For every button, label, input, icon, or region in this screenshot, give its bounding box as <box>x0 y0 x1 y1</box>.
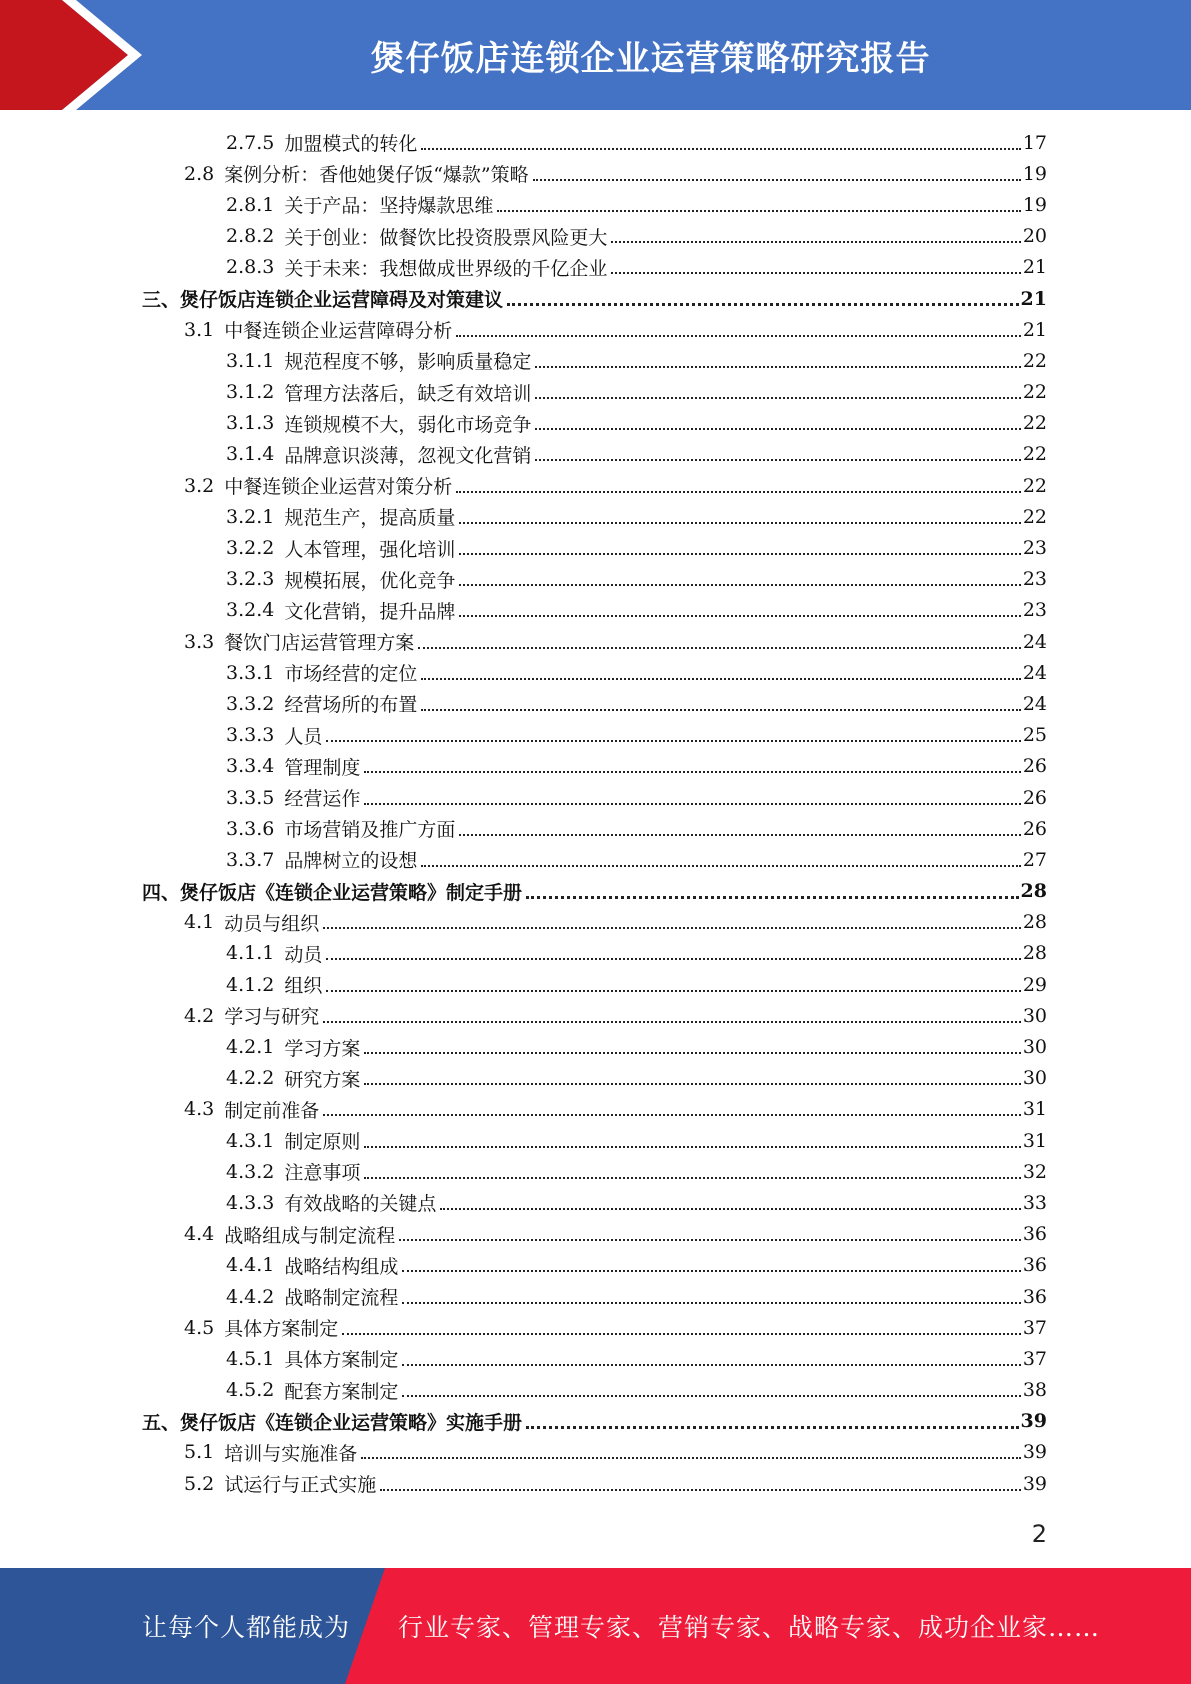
toc-entry-title: 加盟模式的转化 <box>284 133 418 156</box>
toc-entry-page: 19 <box>1022 162 1047 185</box>
toc-entry-title: 规范生产，提高质量 <box>284 507 456 530</box>
toc-entry-number: 4.4.1 <box>226 1254 275 1277</box>
toc-entry-title: 有效战略的关键点 <box>284 1193 437 1216</box>
toc-dot-leader <box>323 927 1021 929</box>
toc-entry-title: 规模拓展，优化竞争 <box>284 569 456 592</box>
toc-entry-page: 36 <box>1022 1223 1047 1246</box>
toc-entry[interactable] <box>0 844 1191 875</box>
toc-entry-title: 市场经营的定位 <box>284 663 418 686</box>
footer-slogan-left: 让每个人都能成为 <box>142 1613 351 1642</box>
toc-entry[interactable] <box>0 1343 1191 1374</box>
toc-dot-leader <box>364 1083 1020 1085</box>
toc-entry[interactable] <box>0 1156 1191 1187</box>
toc-entry-title: 战略制定流程 <box>284 1287 399 1310</box>
toc-entry-number: 3.3.4 <box>226 755 275 778</box>
toc-dot-leader <box>421 865 1020 867</box>
toc-entry[interactable] <box>0 1063 1191 1094</box>
toc-entry-page: 36 <box>1022 1254 1047 1277</box>
toc-entry[interactable] <box>0 439 1191 470</box>
toc-entry-page: 38 <box>1022 1379 1047 1402</box>
toc-dot-leader <box>440 1208 1020 1210</box>
toc-dot-leader <box>326 990 1020 992</box>
toc-entry[interactable] <box>0 377 1191 408</box>
toc-entry[interactable] <box>0 532 1191 563</box>
toc-entry-number: 3.3.7 <box>226 848 275 871</box>
toc-dot-leader <box>526 896 1019 899</box>
toc-entry[interactable] <box>0 470 1191 501</box>
toc-entry[interactable] <box>0 1031 1191 1062</box>
toc-entry[interactable] <box>0 408 1191 439</box>
toc-entry-title: 培训与实施准备 <box>224 1442 358 1465</box>
toc-entry-title: 动员与组织 <box>224 912 320 935</box>
toc-entry-title: 连锁规模不大，弱化市场竞争 <box>284 413 532 436</box>
toc-entry-number: 3.2.4 <box>226 599 275 622</box>
toc-entry-title: 五、煲仔饭店《连锁企业运营策略》实施手册 <box>142 1411 523 1434</box>
toc-entry-number: 2.7.5 <box>226 131 275 154</box>
toc-dot-leader <box>326 958 1020 960</box>
toc-dot-leader <box>497 210 1020 212</box>
toc-entry[interactable] <box>0 1375 1191 1406</box>
toc-entry-number: 3.3.6 <box>226 817 275 840</box>
toc-entry[interactable] <box>0 501 1191 532</box>
toc-entry-title: 具体方案制定 <box>224 1318 339 1341</box>
toc-entry-number: 2.8 <box>184 162 215 185</box>
toc-dot-leader <box>364 1052 1020 1054</box>
toc-entry-number: 4.2 <box>184 1004 215 1027</box>
toc-entry[interactable] <box>0 1125 1191 1156</box>
toc-dot-leader <box>535 428 1020 430</box>
toc-entry-page: 28 <box>1022 942 1047 965</box>
toc-entry-title: 试运行与正式实施 <box>224 1474 377 1497</box>
toc-entry-page: 30 <box>1022 1036 1047 1059</box>
toc-entry-page: 21 <box>1022 318 1047 341</box>
toc-entry-number: 4.5.1 <box>226 1347 275 1370</box>
toc-entry-title: 四、煲仔饭店《连锁企业运营策略》制定手册 <box>142 881 523 904</box>
toc-dot-leader <box>323 1021 1021 1023</box>
toc-entry-number: 3.2.1 <box>226 505 275 528</box>
toc-dot-leader <box>533 179 1021 181</box>
toc-entry-page: 23 <box>1022 568 1047 591</box>
toc-entry-title: 注意事项 <box>284 1162 361 1185</box>
toc-entry-number: 4.5 <box>184 1316 215 1339</box>
toc-entry[interactable] <box>0 907 1191 938</box>
toc-entry[interactable] <box>0 1250 1191 1281</box>
toc-dot-leader <box>364 1146 1020 1148</box>
toc-entry-page: 33 <box>1022 1191 1047 1214</box>
toc-entry-number: 3.3.5 <box>226 786 275 809</box>
toc-entry-page: 22 <box>1022 505 1047 528</box>
toc-entry-page: 39 <box>1022 1441 1047 1464</box>
toc-entry-number: 2.8.3 <box>226 256 275 279</box>
toc-dot-leader <box>421 148 1020 150</box>
toc-entry[interactable] <box>0 720 1191 751</box>
toc-entry-title: 管理方法落后，缺乏有效培训 <box>284 382 532 405</box>
toc-dot-leader <box>526 1426 1019 1429</box>
toc-entry[interactable] <box>0 1406 1191 1437</box>
toc-entry-number: 5.1 <box>184 1441 215 1464</box>
toc-dot-leader <box>535 459 1020 461</box>
toc-dot-leader <box>421 709 1020 711</box>
toc-entry[interactable] <box>0 657 1191 688</box>
toc-entry-page: 22 <box>1022 412 1047 435</box>
toc-dot-leader <box>399 1239 1021 1241</box>
toc-entry-number: 4.2.2 <box>226 1067 275 1090</box>
toc-entry-number: 3.1 <box>184 318 215 341</box>
toc-entry-page: 39 <box>1022 1472 1047 1495</box>
toc-entry-page: 20 <box>1022 225 1047 248</box>
toc-entry[interactable] <box>0 283 1191 314</box>
toc-dot-leader <box>611 241 1020 243</box>
footer-slogan-right: 行业专家、管理专家、营销专家、战略专家、成功企业家…… <box>398 1613 1101 1642</box>
toc-dot-leader <box>323 1114 1021 1116</box>
toc-dot-leader <box>421 678 1020 680</box>
toc-entry[interactable] <box>0 1000 1191 1031</box>
toc-entry[interactable] <box>0 314 1191 345</box>
toc-entry-number: 4.1.2 <box>226 973 275 996</box>
toc-dot-leader <box>342 1333 1021 1335</box>
toc-entry-number: 3.2.3 <box>226 568 275 591</box>
toc-dot-leader <box>418 647 1021 649</box>
toc-entry-number: 3.1.1 <box>226 349 275 372</box>
toc-entry-page: 36 <box>1022 1285 1047 1308</box>
toc-entry-title: 文化营销，提升品牌 <box>284 600 456 623</box>
toc-dot-leader <box>364 771 1020 773</box>
toc-dot-leader <box>402 1364 1020 1366</box>
toc-entry-title: 经营运作 <box>284 788 361 811</box>
toc-entry-number: 4.4.2 <box>226 1285 275 1308</box>
toc-entry[interactable] <box>0 1312 1191 1343</box>
toc-entry-title: 品牌树立的设想 <box>284 850 418 873</box>
toc-dot-leader <box>364 1177 1020 1179</box>
toc-dot-leader <box>535 397 1020 399</box>
toc-entry-title: 学习方案 <box>284 1037 361 1060</box>
toc-dot-leader <box>380 1489 1021 1491</box>
toc-entry-page: 30 <box>1022 1067 1047 1090</box>
toc-dot-leader <box>402 1270 1020 1272</box>
toc-dot-leader <box>459 834 1020 836</box>
toc-entry-title: 制定前准备 <box>224 1099 320 1122</box>
toc-entry-page: 22 <box>1022 474 1047 497</box>
toc-entry-number: 3.1.2 <box>226 381 275 404</box>
toc-entry-page: 21 <box>1022 256 1047 279</box>
toc-entry-page: 22 <box>1022 381 1047 404</box>
toc-dot-leader <box>326 740 1020 742</box>
toc-entry[interactable] <box>0 876 1191 907</box>
toc-entry-page: 26 <box>1022 786 1047 809</box>
toc-entry-page: 24 <box>1022 692 1047 715</box>
toc-entry-number: 3.3.3 <box>226 724 275 747</box>
toc-entry-page: 28 <box>1020 880 1047 903</box>
toc-entry[interactable] <box>0 595 1191 626</box>
toc-entry-number: 3.2 <box>184 474 215 497</box>
toc-entry-title: 制定原则 <box>284 1131 361 1154</box>
toc-dot-leader <box>507 303 1019 306</box>
toc-entry-page: 25 <box>1022 724 1047 747</box>
toc-entry-title: 餐饮门店运营管理方案 <box>224 632 415 655</box>
toc-dot-leader <box>402 1395 1020 1397</box>
toc-entry-number: 5.2 <box>184 1472 215 1495</box>
toc-entry[interactable] <box>0 1094 1191 1125</box>
toc-entry[interactable] <box>0 1437 1191 1468</box>
toc-entry-number: 3.1.3 <box>226 412 275 435</box>
toc-entry-page: 26 <box>1022 755 1047 778</box>
toc-entry[interactable] <box>0 221 1191 252</box>
toc-entry-title: 经营场所的布置 <box>284 694 418 717</box>
toc-entry-page: 23 <box>1022 537 1047 560</box>
toc-entry-page: 28 <box>1022 911 1047 934</box>
toc-dot-leader <box>361 1457 1021 1459</box>
toc-entry[interactable] <box>0 1281 1191 1312</box>
toc-entry-page: 32 <box>1022 1160 1047 1183</box>
toc-dot-leader <box>535 366 1020 368</box>
toc-entry[interactable] <box>0 1187 1191 1218</box>
toc-entry[interactable] <box>0 158 1191 189</box>
toc-entry[interactable] <box>0 189 1191 220</box>
toc-entry-title: 关于产品：坚持爆款思维 <box>284 195 494 218</box>
toc-dot-leader <box>364 803 1020 805</box>
toc-entry-title: 关于未来：我想做成世界级的千亿企业 <box>284 257 608 280</box>
toc-entry-title: 案例分析：香他她煲仔饭“爆款”策略 <box>224 164 529 187</box>
toc-entry-number: 3.2.2 <box>226 537 275 560</box>
toc-entry-page: 22 <box>1022 443 1047 466</box>
toc-entry-number: 2.8.2 <box>226 225 275 248</box>
toc-entry-number: 4.2.1 <box>226 1036 275 1059</box>
toc-entry-title: 中餐连锁企业运营障碍分析 <box>224 320 453 343</box>
toc-entry-title: 中餐连锁企业运营对策分析 <box>224 476 453 499</box>
toc-entry[interactable] <box>0 1468 1191 1499</box>
toc-entry[interactable] <box>0 782 1191 813</box>
toc-entry-title: 战略结构组成 <box>284 1255 399 1278</box>
toc-entry-page: 29 <box>1022 973 1047 996</box>
toc-entry-title: 管理制度 <box>284 756 361 779</box>
toc-entry-title: 配套方案制定 <box>284 1380 399 1403</box>
toc-entry-number: 3.3.1 <box>226 661 275 684</box>
toc-entry-number: 3.3 <box>184 630 215 653</box>
toc-entry-page: 19 <box>1022 193 1047 216</box>
toc-entry-number: 2.8.1 <box>226 193 275 216</box>
toc-entry[interactable] <box>0 969 1191 1000</box>
toc-entry-page: 39 <box>1020 1410 1047 1433</box>
toc-entry-number: 4.3.3 <box>226 1191 275 1214</box>
toc-entry[interactable] <box>0 1219 1191 1250</box>
toc-entry-title: 规范程度不够，影响质量稳定 <box>284 351 532 374</box>
toc-dot-leader <box>459 522 1020 524</box>
toc-entry[interactable] <box>0 688 1191 719</box>
toc-entry[interactable] <box>0 626 1191 657</box>
toc-entry-page: 22 <box>1022 349 1047 372</box>
toc-entry-page: 31 <box>1022 1098 1047 1121</box>
toc-entry-page: 37 <box>1022 1347 1047 1370</box>
toc-entry-number: 4.3 <box>184 1098 215 1121</box>
toc-entry-page: 31 <box>1022 1129 1047 1152</box>
toc-entry-page: 17 <box>1022 131 1047 154</box>
toc-entry-number: 3.3.2 <box>226 692 275 715</box>
toc-entry-title: 人员 <box>284 725 323 748</box>
toc-entry[interactable] <box>0 345 1191 376</box>
toc-entry-title: 战略组成与制定流程 <box>224 1224 396 1247</box>
toc-entry-title: 市场营销及推广方面 <box>284 819 456 842</box>
document-title: 煲仔饭店连锁企业运营策略研究报告 <box>370 38 931 79</box>
toc-entry-page: 21 <box>1020 287 1047 310</box>
toc-entry[interactable] <box>0 813 1191 844</box>
page-number: 2 <box>1031 1520 1047 1548</box>
toc-entry[interactable] <box>0 938 1191 969</box>
toc-entry-title: 研究方案 <box>284 1068 361 1091</box>
toc-entry-number: 4.1.1 <box>226 942 275 965</box>
toc-dot-leader <box>456 491 1021 493</box>
toc-entry[interactable] <box>0 127 1191 158</box>
toc-entry-title: 品牌意识淡薄，忽视文化营销 <box>284 444 532 467</box>
toc-entry-page: 30 <box>1022 1004 1047 1027</box>
toc-dot-leader <box>611 272 1020 274</box>
toc-entry-title: 关于创业：做餐饮比投资股票风险更大 <box>284 226 608 249</box>
toc-entry-number: 4.3.2 <box>226 1160 275 1183</box>
toc-entry-number: 4.3.1 <box>226 1129 275 1152</box>
toc-entry-number: 4.1 <box>184 911 215 934</box>
header-arrow-decoration <box>0 0 150 110</box>
toc-dot-leader <box>459 584 1020 586</box>
toc-dot-leader <box>456 335 1021 337</box>
toc-entry-title: 组织 <box>284 975 323 998</box>
toc-entry[interactable] <box>0 751 1191 782</box>
toc-entry-title: 学习与研究 <box>224 1006 320 1029</box>
toc-entry-title: 动员 <box>284 943 323 966</box>
toc-dot-leader <box>402 1302 1020 1304</box>
toc-entry-title: 具体方案制定 <box>284 1349 399 1372</box>
toc-entry-page: 24 <box>1022 661 1047 684</box>
toc-entry[interactable] <box>0 564 1191 595</box>
toc-entry-number: 4.4 <box>184 1223 215 1246</box>
toc-dot-leader <box>459 615 1020 617</box>
header-band <box>0 0 1191 110</box>
toc-dot-leader <box>459 553 1020 555</box>
toc-entry-number: 4.5.2 <box>226 1379 275 1402</box>
toc-entry-title: 三、煲仔饭店连锁企业运营障碍及对策建议 <box>142 289 504 312</box>
toc-entry-page: 37 <box>1022 1316 1047 1339</box>
toc-entry-title: 人本管理，强化培训 <box>284 538 456 561</box>
toc-entry-number: 3.1.4 <box>226 443 275 466</box>
toc-entry-page: 27 <box>1022 848 1047 871</box>
toc-entry-page: 24 <box>1022 630 1047 653</box>
toc-entry-page: 23 <box>1022 599 1047 622</box>
table-of-contents <box>0 127 1191 1499</box>
footer-band <box>0 1568 1191 1684</box>
toc-entry-page: 26 <box>1022 817 1047 840</box>
toc-entry[interactable] <box>0 252 1191 283</box>
